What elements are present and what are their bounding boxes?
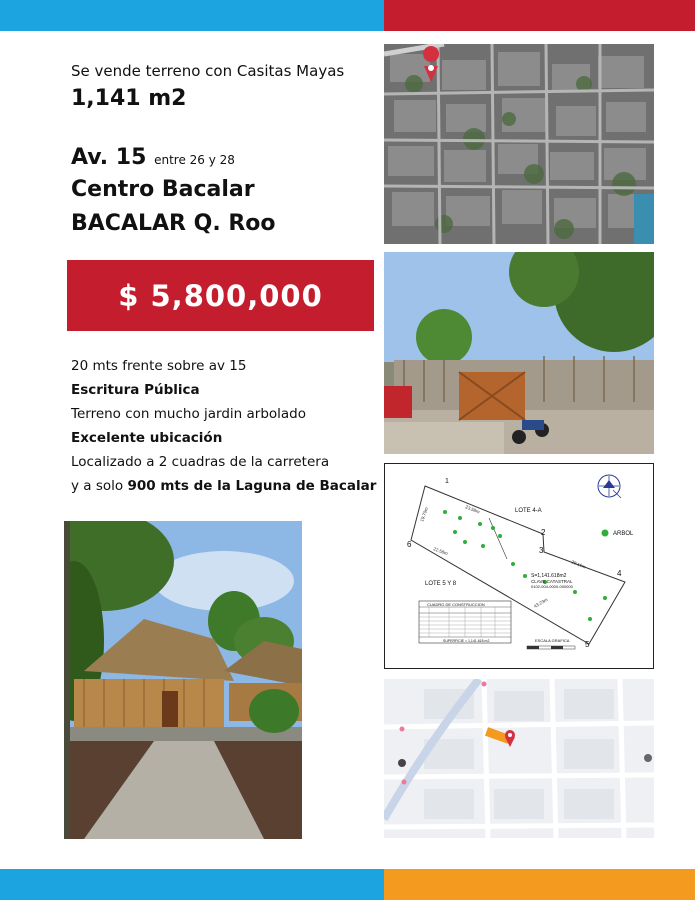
plan-cadastral-code: 0102-004-0000-000000 [531,584,573,589]
plan-dim-5: 43.23m [533,597,549,609]
feature-lagoon [71,478,376,494]
listing-subtitle: Se vende terreno con Casitas Mayas [71,62,345,80]
plan-vertex-6: 6 [407,540,412,549]
feature-deed-text: Escritura Pública [71,382,200,398]
street-location-map [384,679,654,838]
district-name: Centro Bacalar [71,177,255,202]
plan-lot-top: LOTE 4-A [515,508,542,514]
feature-highway: Localizado a 2 cuadras de la carretera [71,454,330,470]
mayan-cabin-photo [64,521,302,839]
price-value: $ 5,800,000 [118,278,323,313]
feature-lagoon-prefix: y a solo [71,478,128,494]
street-address [71,145,235,170]
survey-plan [384,463,654,669]
satellite-map-image [384,44,654,244]
plan-legend-label: ARBOL [613,531,634,537]
north-arrow-icon [598,475,621,498]
plan-dim-3: 22.58m [432,546,449,557]
plan-cadastral-label: CLAVE CATASTRAL [531,579,573,584]
construction-table [419,601,511,643]
bottom-right-color-bar [384,869,695,900]
lot-area: 1,141 m2 [71,86,187,111]
plan-dim-1: 23.58m [464,504,481,515]
feature-location-text: Excelente ubicación [71,430,223,446]
scale-label: ESCALA GRAFICA [535,638,570,643]
feature-lagoon-distance: 900 mts de la Laguna de Bacalar [127,478,377,494]
bottom-left-color-bar [0,869,384,900]
street-front-photo [384,252,654,454]
construction-table-title: CUADRO DE CONSTRUCCION [427,602,485,607]
construction-table-total: SUPERFICIE = 1,141.618 m2 [443,639,490,643]
city-name: BACALAR Q. Roo [71,211,276,236]
plan-vertex-2: 2 [541,528,546,537]
plan-lot-bottom: LOTE 5 Y 8 [425,581,457,587]
plan-vertex-3: 3 [539,546,544,555]
plan-vertex-4: 4 [617,569,622,578]
street-between: entre 26 y 28 [154,153,235,167]
plan-area-label: S=1,141.618m2 [531,573,567,579]
feature-frontage: 20 mts frente sobre av 15 [71,358,247,374]
street-name: Av. 15 [71,145,147,170]
plan-vertex-5: 5 [585,640,590,649]
plan-vertex-1: 1 [445,478,449,485]
top-left-color-bar [0,0,384,31]
tree-dot-icon [602,530,609,537]
feature-garden: Terreno con mucho jardin arbolado [71,406,307,422]
price-banner [67,260,374,331]
feature-deed [71,382,200,398]
plan-dim-4: 28.16m [570,559,587,570]
feature-location [71,430,222,446]
plan-dim-2: 19.70m [419,506,430,523]
graphic-scale [527,638,575,649]
top-right-color-bar [384,0,695,31]
